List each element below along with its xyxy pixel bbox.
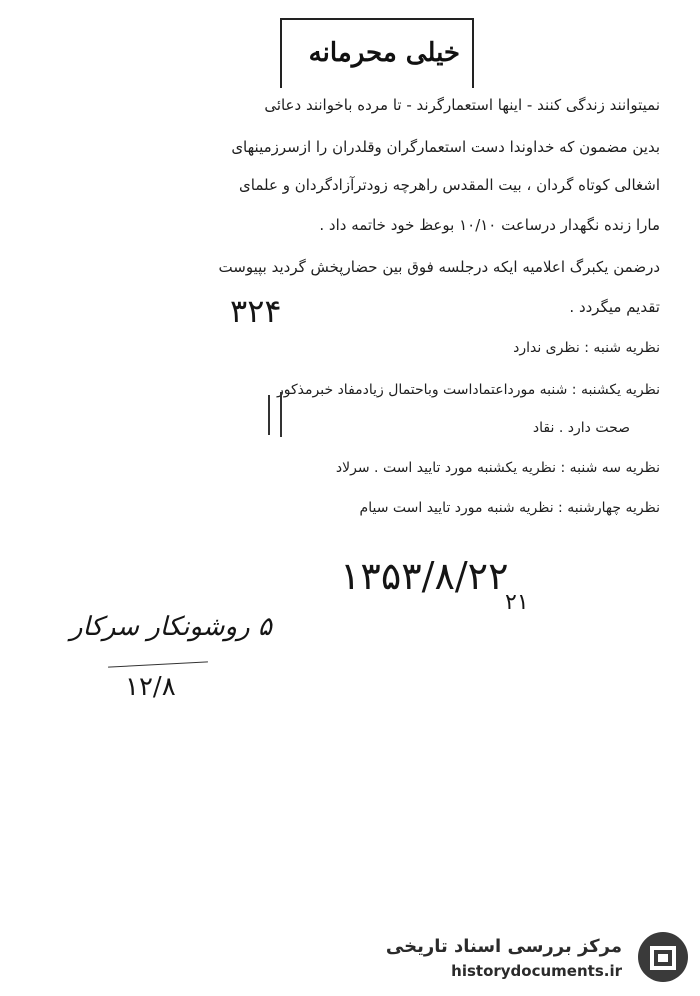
margin-underline: [108, 661, 208, 667]
opinion-saturday: نظریه شنبه : نظری ندارد: [513, 340, 660, 356]
body-line-2: بدین مضمون که خداوندا دست استعمارگران وقلدران را ازسرزمینهای: [231, 138, 660, 156]
handwritten-date: ۱۳۵۳/۸/۲۲: [340, 554, 509, 598]
opinion-sunday: نظریه یکشنبه : شنبه مورداعتماداست وباحتمال زیادمفاد خبرمذکور: [277, 382, 660, 398]
body-line-4: مارا زنده نگهدار درساعت ۱۰/۱۰ بوعظ خود خاتمه داد .: [319, 216, 660, 234]
classification-stamp: خیلی محرمانه: [308, 38, 460, 68]
archive-logo-icon: [636, 930, 690, 984]
watermark-url: historydocuments.ir: [451, 962, 622, 980]
handwritten-date-sub: ۲۱: [505, 590, 529, 615]
margin-note-sub: ۱۲/۸: [125, 672, 176, 702]
body-line-3: اشغالی کوتاه گردان ، بیت المقدس راهرچه زودترآزادگردان و علمای: [239, 176, 660, 194]
body-line-1: نمیتوانند زندگی کنند - اینها استعمارگرند - تا مرده باخوانند دعائی: [264, 96, 660, 114]
opinion-sunday-continued: صحت دارد . نقاد: [532, 420, 630, 436]
body-line-6: تقدیم میگردد .: [569, 298, 660, 316]
watermark-title: مرکز بررسی اسناد تاریخی: [385, 936, 622, 957]
handwritten-mark: [268, 395, 270, 435]
opinion-wednesday: نظریه چهارشنبه : نظریه شنبه مورد تایید است سیام: [359, 500, 660, 516]
archive-watermark: [385, 928, 690, 988]
handwritten-number: ۳۲۴: [230, 292, 282, 330]
handwritten-mark: [280, 392, 282, 437]
margin-note: ۵ روشونکار سرکار: [70, 612, 272, 642]
body-line-5: درضمن یکبرگ اعلامیه ایکه درجلسه فوق بین حضارپخش گردید بپیوست: [218, 258, 660, 276]
opinion-tuesday: نظریه سه شنبه : نظریه یکشنبه مورد تایید است . سرلاد: [335, 460, 660, 476]
